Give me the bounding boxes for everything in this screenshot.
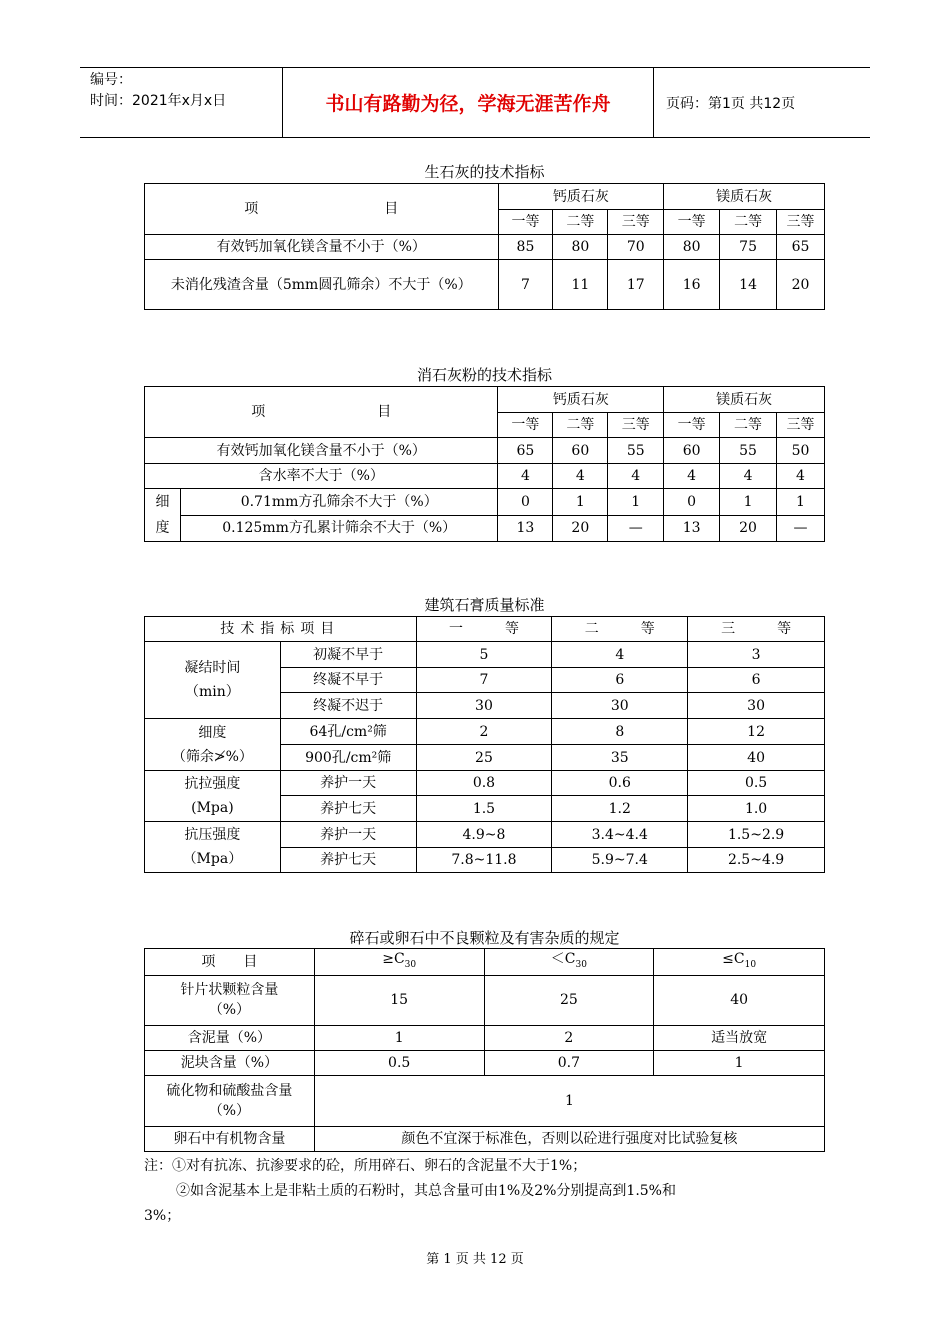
cell: 0	[664, 489, 720, 516]
t3-head-g3: 三 等	[688, 617, 825, 642]
aggregate-table	[144, 948, 825, 1152]
table-row	[145, 822, 825, 848]
fineness-char: 度	[155, 520, 170, 536]
cell: 75	[720, 235, 777, 260]
cell: 20	[720, 515, 777, 542]
cell: 0.5	[314, 1050, 484, 1075]
cell: 1.2	[552, 796, 688, 822]
cell: 颜色不宜深于标准色，否则以砼进行强度对比试验复核	[314, 1126, 824, 1151]
cell: 16	[664, 260, 720, 310]
cell: 0.5	[688, 771, 825, 796]
t2-grade: 三等	[608, 413, 664, 438]
row-label: 泥块含量（%）	[145, 1050, 315, 1075]
cell: 2	[416, 719, 552, 745]
sub-label: 终凝不迟于	[280, 693, 416, 719]
table3-title: 建筑石膏质量标准	[424, 596, 545, 614]
t1-grade: 三等	[608, 210, 664, 235]
table-row	[145, 1025, 825, 1050]
row-label: 针片状颗粒含量（%）	[145, 975, 315, 1025]
t4-head-c3-text: ≤C	[722, 951, 745, 967]
row-label: 硫化物和硫酸盐含量（%）	[145, 1075, 315, 1126]
cell: 0.8	[416, 771, 552, 796]
cell: 0	[498, 489, 553, 516]
cell: 4.9~8	[416, 822, 552, 848]
t2-grade: 二等	[720, 413, 777, 438]
cell: 5	[416, 642, 552, 668]
t4-head-c1-sub: 30	[404, 959, 417, 970]
cell: 80	[664, 235, 720, 260]
cell: 12	[688, 719, 825, 745]
cell: 65	[777, 235, 825, 260]
table-row	[145, 515, 825, 542]
cell: 3	[688, 642, 825, 668]
group-name: 细度	[198, 724, 227, 741]
header-meta	[80, 68, 282, 137]
t2-grade: 一等	[664, 413, 720, 438]
cell: 适当放宽	[654, 1025, 825, 1050]
row-label: 含泥量（%）	[145, 1025, 315, 1050]
sub-label: 养护七天	[280, 796, 416, 822]
note-line-1: 注：①对有抗冻、抗渗要求的砼，所用碎石、卵石的含泥量不大于1%；	[144, 1158, 587, 1174]
cell: 30	[552, 693, 688, 719]
cell: 4	[720, 464, 777, 489]
cell: 3.4~4.4	[552, 822, 688, 848]
cell: 0.6	[552, 771, 688, 796]
fineness-label	[145, 489, 181, 542]
cell: 25	[416, 745, 552, 771]
table-row	[145, 438, 825, 464]
cell: 55	[608, 438, 664, 464]
cell: 14	[720, 260, 777, 310]
cell: 0.7	[484, 1050, 654, 1075]
t4-head-c3	[654, 949, 825, 976]
cell: 4	[498, 464, 553, 489]
cell: 1	[608, 489, 664, 516]
cell: 1.0	[688, 796, 825, 822]
note-line-2: ②如含泥基本上是非粘土质的石粉时，其总含量可由1%及2%分别提高到1.5%和	[176, 1183, 676, 1199]
row-label: 未消化残渣含量（5mm圆孔筛余）不大于（%）	[145, 260, 499, 310]
cell: 50	[777, 438, 825, 464]
cell: 4	[777, 464, 825, 489]
cell: 15	[314, 975, 484, 1025]
t1-group-mg: 镁质石灰	[664, 184, 825, 210]
cell: —	[608, 515, 664, 542]
sub-label: 900孔/cm²筛	[280, 745, 416, 771]
cell: 1.5	[416, 796, 552, 822]
table-row	[145, 1050, 825, 1075]
cell: 4	[608, 464, 664, 489]
cell: 20	[553, 515, 608, 542]
group-label	[145, 771, 281, 822]
quicklime-table	[144, 183, 825, 310]
cell: 1.5~2.9	[688, 822, 825, 848]
t1-grade: 二等	[553, 210, 608, 235]
gypsum-table	[144, 616, 825, 873]
cell: 65	[498, 438, 553, 464]
row-label: 有效钙加氧化镁含量不小于（%）	[145, 235, 499, 260]
slaked-lime-table	[144, 386, 825, 542]
number-label: 编号：	[90, 72, 132, 88]
cell: 6	[688, 668, 825, 693]
cell: 6	[552, 668, 688, 693]
t4-head-c2-sub: 30	[575, 959, 587, 970]
sub-label: 初凝不早于	[280, 642, 416, 668]
cell: 80	[553, 235, 608, 260]
t2-group-ca: 钙质石灰	[498, 387, 664, 413]
table-row	[145, 1126, 825, 1151]
t3-head-g1: 一 等	[416, 617, 552, 642]
cell: 5.9~7.4	[552, 848, 688, 873]
table-row	[145, 489, 825, 516]
cell: 35	[552, 745, 688, 771]
table1-title: 生石灰的技术指标	[424, 163, 545, 181]
t1-grade: 一等	[498, 210, 553, 235]
cell: 30	[416, 693, 552, 719]
cell: 60	[664, 438, 720, 464]
note-line-3: 3%；	[144, 1208, 181, 1224]
t3-head-item: 技术指标项目	[145, 617, 417, 642]
group-unit: （min）	[185, 684, 240, 700]
t4-head-item: 项 目	[145, 949, 315, 976]
t2-grade: 三等	[777, 413, 825, 438]
cell: 85	[498, 235, 553, 260]
table2-title: 消石灰粉的技术指标	[416, 366, 552, 384]
cell: 7	[498, 260, 553, 310]
group-name: 凝结时间	[184, 660, 241, 676]
cell: 25	[484, 975, 654, 1025]
cell: 20	[777, 260, 825, 310]
row-label: 卵石中有机物含量	[145, 1126, 315, 1151]
sub-label: 养护一天	[280, 771, 416, 796]
t4-head-c2	[484, 949, 654, 976]
t1-grade: 一等	[664, 210, 720, 235]
cell: 4	[552, 642, 688, 668]
cell: 1	[777, 489, 825, 516]
page-footer: 第 1 页 共 12 页	[426, 1252, 524, 1267]
fineness-char: 细	[155, 494, 170, 510]
header-page-info: 页码：第1页 共12页	[666, 95, 796, 112]
cell: 60	[553, 438, 608, 464]
t2-item-header: 项 目	[145, 387, 498, 438]
cell: 70	[608, 235, 664, 260]
header-motto: 书山有路勤为径，学海无涯苦作舟	[282, 68, 654, 137]
sub-label: 养护七天	[280, 848, 416, 873]
cell: 17	[608, 260, 664, 310]
t4-head-c1	[314, 949, 484, 976]
t4-head-c2-text: ＜C	[550, 951, 576, 967]
cell: 55	[720, 438, 777, 464]
t4-head-c1-text: ≥C	[382, 951, 405, 967]
t2-grade: 二等	[553, 413, 608, 438]
cell: 2	[484, 1025, 654, 1050]
sub-label: 64孔/cm²筛	[280, 719, 416, 745]
cell: —	[777, 515, 825, 542]
cell: 1	[720, 489, 777, 516]
cell: 11	[553, 260, 608, 310]
cell: 30	[688, 693, 825, 719]
cell: 1	[553, 489, 608, 516]
cell: 7	[416, 668, 552, 693]
group-name: 抗拉强度	[184, 776, 241, 792]
row-label: 有效钙加氧化镁含量不小于（%）	[145, 438, 498, 464]
cell: 7.8~11.8	[416, 848, 552, 873]
table-row	[145, 235, 825, 260]
t2-grade: 一等	[498, 413, 553, 438]
cell: 8	[552, 719, 688, 745]
cell: 40	[688, 745, 825, 771]
cell: 4	[664, 464, 720, 489]
cell: 1	[654, 1050, 825, 1075]
table-row	[145, 464, 825, 489]
group-label	[145, 719, 281, 771]
cell: 4	[553, 464, 608, 489]
group-label	[145, 822, 281, 873]
time-label: 时间：2021年x月x日	[90, 93, 227, 109]
t1-grade: 三等	[777, 210, 825, 235]
row-label: 0.125mm方孔累计筛余不大于（%）	[180, 515, 498, 542]
group-unit: （筛余≯%）	[171, 748, 253, 765]
group-name: 抗压强度	[184, 827, 241, 843]
t1-grade: 二等	[720, 210, 777, 235]
cell: 13	[498, 515, 553, 542]
group-unit: (Mpa)	[191, 800, 234, 816]
table-row	[145, 642, 825, 668]
table-row	[145, 975, 825, 1025]
table-row	[145, 771, 825, 796]
page-header	[80, 67, 870, 138]
sub-label: 终凝不早于	[280, 668, 416, 693]
cell: 1	[314, 1075, 824, 1126]
t4-head-c3-sub: 10	[744, 959, 757, 970]
cell: 13	[664, 515, 720, 542]
t1-item-header: 项 目	[145, 184, 499, 235]
group-unit: （Mpa）	[182, 851, 243, 867]
t3-head-g2: 二 等	[552, 617, 688, 642]
row-label: 含水率不大于（%）	[145, 464, 498, 489]
cell: 1	[314, 1025, 484, 1050]
row-label: 0.71mm方孔筛余不大于（%）	[180, 489, 498, 516]
sub-label: 养护一天	[280, 822, 416, 848]
table-row	[145, 260, 825, 310]
group-label	[145, 642, 281, 719]
t1-group-ca: 钙质石灰	[498, 184, 664, 210]
table-row	[145, 719, 825, 745]
table-row	[145, 1075, 825, 1126]
t2-group-mg: 镁质石灰	[664, 387, 825, 413]
table4-title: 碎石或卵石中不良颗粒及有害杂质的规定	[349, 929, 620, 947]
cell: 2.5~4.9	[688, 848, 825, 873]
cell: 40	[654, 975, 825, 1025]
